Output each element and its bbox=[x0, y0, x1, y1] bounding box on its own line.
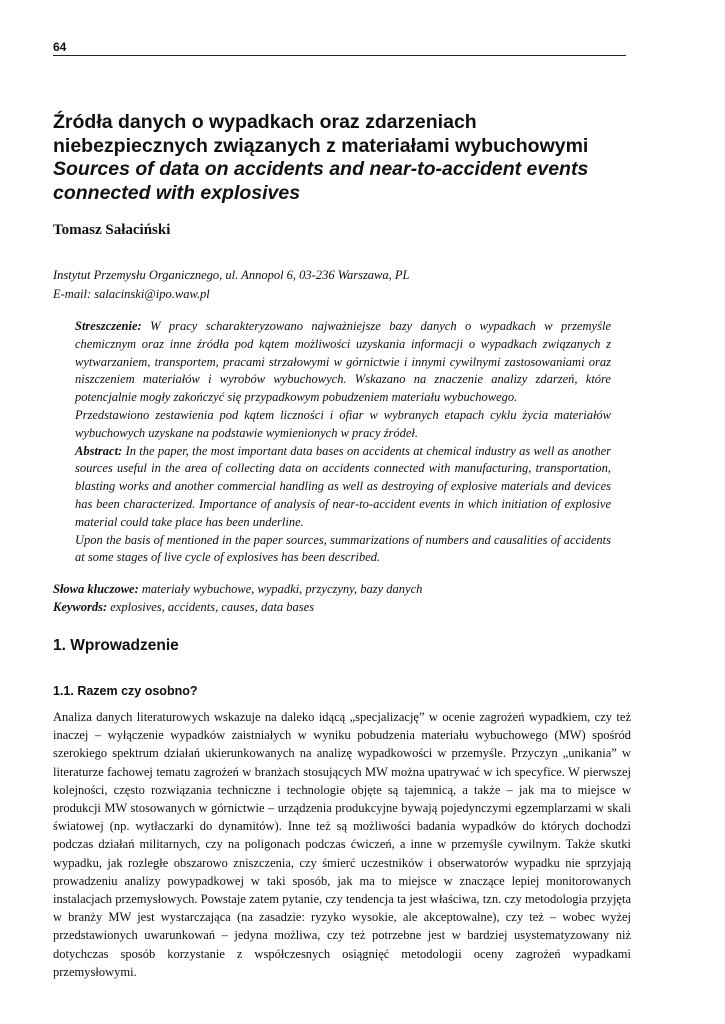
abstract bbox=[75, 318, 611, 567]
body-text bbox=[53, 708, 631, 981]
title-pl-line1: Źródła danych o wypadkach oraz zdarzeniach bbox=[53, 111, 477, 133]
keywords-en-text: explosives, accidents, causes, data bases bbox=[110, 600, 315, 614]
keywords-en bbox=[53, 598, 422, 616]
abstract-en-para1 bbox=[75, 443, 611, 532]
affiliation-institute: Instytut Przemysłu Organicznego, ul. Annopol 6, 03-236 Warszawa, PL bbox=[53, 268, 410, 282]
keywords-pl-label: Słowa kluczowe: bbox=[53, 582, 139, 596]
body-paragraph: Analiza danych literaturowych wskazuje na daleko idącą „specjalizację” w ocenie zagrożeń wypadkiem, czy też inaczej – wyłączenie wypadków zaistniałych w wyniku pobudzenia materiału wybuchowego (MW) spośród szerokiego spektrum działań ukierunkowanych na analizę wypadkowości w przemyśle. Przyczyn „unikania” w literaturze fachowej tematu zagrożeń w branżach stosujących MW można upatrywać w ich specyfice. W pierwszej kolejności, często rozwiązania techniczne i technologie objęte są tajemnicą, a także – jak ma to miejsce w produkcji MW stosowanych w górnictwie – urządzenia produkcyjne bywają pojedynczymi egzemplarzami w skali światowej (np. wytłaczarki do dynamitów). Inne też są możliwości badania wypadków do których dochodzi podczas działań militarnych, czy na poligonach podczas ćwiczeń, a inne w przemyśle cywilnym. Także skutki wypadku, jak rozległe obszarowo zniszczenia, czy śmierć uczestników i obserwatorów wypadku nie sprzyjają prowadzeniu analizy powypadkowej w taki sposób, jak ma to miejsce w znaczące lepiej monitorowanych instalacjach przemysłowych. Powstaje zatem pytanie, czy tendencja ta jest właściwa, tzn. czy metodologia przyjęta w branży MW jest wystarczająca (na zasadzie: ryzyko wysokie, ale akceptowalne), czy też – wobec wyżej przedstawionych uwarunkowań – jedyna możliwa, czy też potrzebne jest w bardziej usystematyzowany niż dotychczas sposób korzystanie z współczesnych osiągnięć metodologii oceny zagrożeń wypadkami przemysłowymi. bbox=[53, 710, 631, 979]
subsection-heading: 1.1. Razem czy osobno? bbox=[53, 684, 198, 698]
title-en-line2: connected with explosives bbox=[53, 181, 301, 204]
section-heading: 1. Wprowadzenie bbox=[53, 637, 179, 654]
title-en-line1: Sources of data on accidents and near-to-accident events bbox=[53, 158, 589, 180]
abstract-pl-text1: W pracy scharakteryzowano najważniejsze bazy danych o wypadkach w przemyśle chemicznym oraz inne źródła pod kątem możliwości uzyskania informacji o wypadkach związanych z wytwarzaniem, transportem, pracami strzałowymi w górnictwie i innymi cywilnymi zastosowaniami oraz niszczeniem materiałów i wyrobów wybuchowych. Wskazano na znaczenie analizy zdarzeń, które potencjalnie mogły zakończyć się przypadkowym pobudzeniem materiału wybuchowego. bbox=[75, 319, 611, 405]
abstract-en-text2: Upon the basis of mentioned in the paper sources, summarizations of numbers and causalities of accidents at some stages of live cycle of explosives has been described. bbox=[75, 532, 611, 565]
affiliation-email: E-mail: salacinski@ipo.waw.pl bbox=[53, 286, 210, 301]
keywords-pl bbox=[53, 580, 422, 598]
abstract-en-text1: In the paper, the most important data bases on accidents at chemical industry as well as another sources useful in the area of collecting data on accidents connected with manufacturing, transportation, blasting works and another commercial handling as well as destroying of explosive materials and devices has been characterized. Importance of analysis of near-to-accident events in which initiation of explosive material could take place has been underline. bbox=[75, 443, 611, 529]
abstract-pl-text2: Przedstawiono zestawienia pod kątem liczności i ofiar w wybranych etapach cyklu życia materiałów wybuchowych uzyskane na podstawie wymienionych w pracy źródeł. bbox=[75, 407, 611, 440]
abstract-pl-label: Streszczenie: bbox=[75, 319, 142, 333]
header-rule bbox=[53, 55, 626, 56]
abstract-en-label: Abstract: bbox=[75, 443, 123, 458]
abstract-pl-para1 bbox=[75, 318, 611, 407]
keywords-pl-text: materiały wybuchowe, wypadki, przyczyny, bazy danych bbox=[141, 582, 423, 596]
author: Tomasz Sałaciński bbox=[53, 222, 171, 238]
title-pl-line2: niebezpiecznych związanych z materiałami wybuchowymi bbox=[53, 134, 589, 157]
affiliation bbox=[53, 266, 409, 303]
article-title bbox=[53, 111, 653, 205]
keywords bbox=[53, 580, 422, 616]
keywords-en-label: Keywords: bbox=[53, 600, 108, 614]
page-number: 64 bbox=[53, 40, 67, 54]
